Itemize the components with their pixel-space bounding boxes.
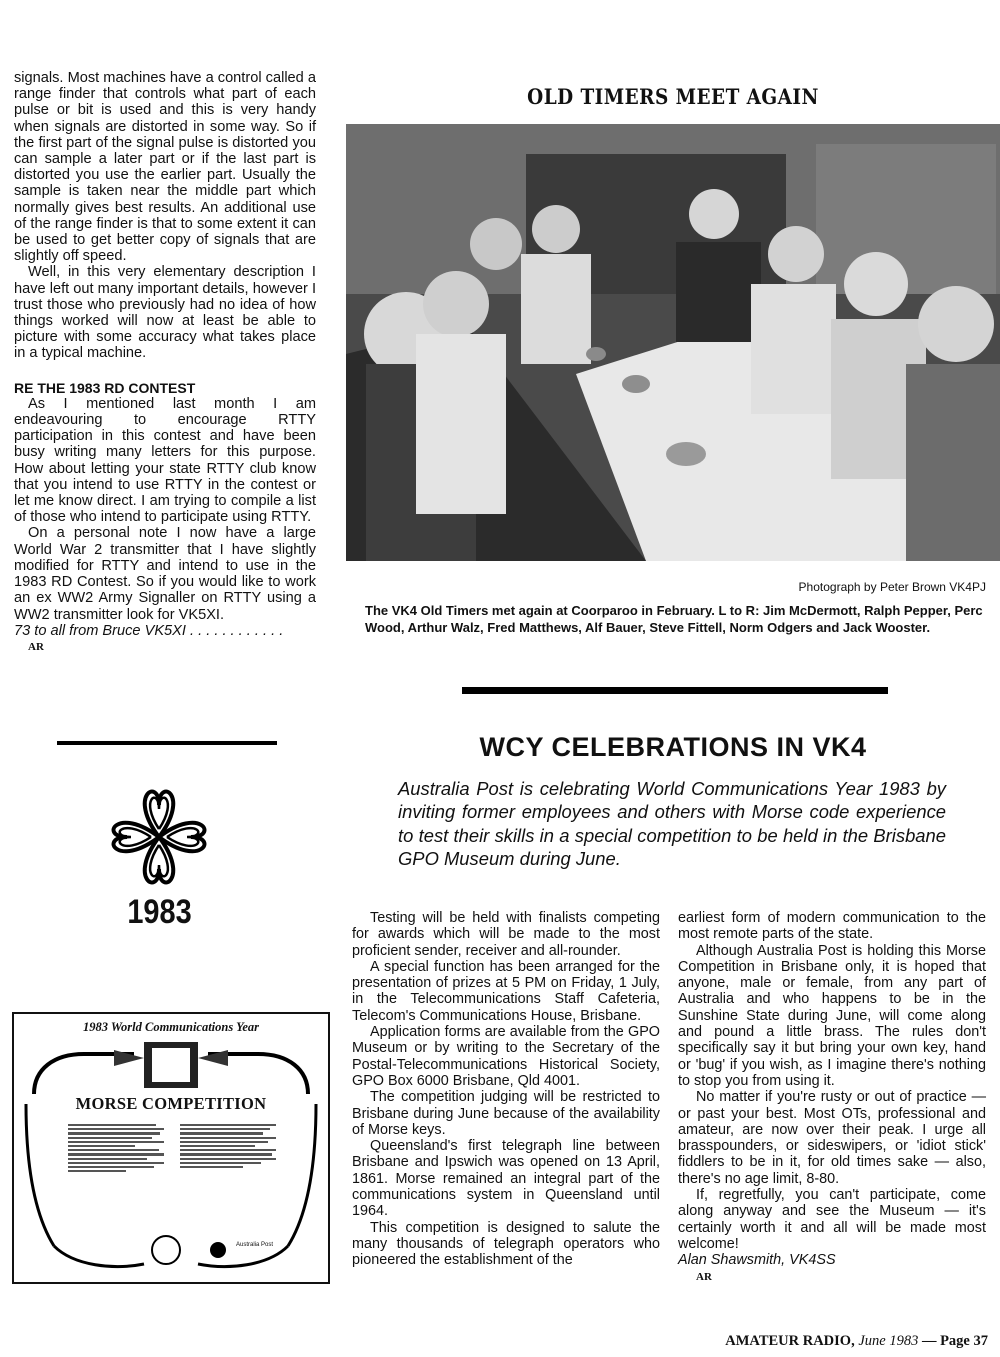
left-paragraph-1: signals. Most machines have a control called a range finder that controls what part of each pulse or bit is used and this is very handy when signals are distorted in some way. So if the first part of the signal pulse is distorted you can sample a later part or if the last part is distorted you use the earlier part. Usually the sample is taken near the middle part which normally gives best results. An additional use of the range finder is that to some extent it can be used to get better copy of signals that are slightly off speed. (14, 70, 316, 265)
poster-title: 1983 World Communications Year (82, 1020, 260, 1034)
old-timers-title: OLD TIMERS MEET AGAIN (527, 84, 819, 109)
page-footer (725, 1333, 988, 1350)
photo-illustration (346, 124, 1000, 561)
wcy-end-mark: AR (696, 1270, 712, 1283)
divider-rule-right (462, 687, 888, 694)
poster-text-left (68, 1122, 164, 1174)
wcy-author: Alan Shawsmith, VK4SS (678, 1252, 836, 1269)
contest-paragraph-2: On a personal note I now have a large World War 2 transmitter that I have slightly modified for RTTY and intend to use in the 1983 RD Contest. So if you would like to work an ex WW2 Army Signaller on RTTY using a WW2 transmitter look for VK5XI. (14, 525, 316, 623)
wcy-col1-p3: Application forms are available from the GPO Museum or by writing to the Secretary of the Postal-Telecommunications Historical Society, GPO Box 6000 Brisbane, Qld 4001. (352, 1024, 660, 1089)
contest-paragraph-1: As I mentioned last month I am endeavouring to encourage RTTY participation in this contest and have been busy writing many letters for this purpose. How about letting your state RTTY club know that you intend to use RTTY in the contest or let me know direct. I am trying to compile a list of those who intend to participate using RTTY. (14, 395, 316, 526)
logo-year: 1983 (127, 893, 192, 931)
wcy-col1-p5: Queensland's first telegraph line between Brisbane and Ipswich was opened on 13 April, 1861. Morse remained an integral part of the communications system in Queensland until 1964. (352, 1138, 660, 1220)
wcy-column-1 (352, 910, 660, 1269)
wcy-col2-p1: earliest form of modern communication to the most remote parts of the state. (678, 910, 986, 943)
wcy-col2-p3: No matter if you're rusty or out of practice — or past your best. Most OTs, professional and amateur, are now over their peak. I urge all brasspounders, or sideswipers, or 'idiot stick' fiddlers to be in it, for old times sake — also, there's no age limit, 8-80. (678, 1089, 986, 1187)
poster-frame (14, 1014, 328, 1282)
poster-australia-post: Australia Post (236, 1242, 274, 1248)
left-article (14, 70, 316, 655)
wcy-title: WCY CELEBRATIONS IN VK4 (479, 732, 867, 762)
divider-rule-left (57, 741, 277, 745)
poster-text-right (180, 1122, 276, 1170)
wcy-col1-p4: The competition judging will be restricted to Brisbane during June because of the availability of Morse keys. (352, 1089, 660, 1138)
morse-competition-poster (12, 1012, 330, 1284)
footer-page: — Page 37 (921, 1333, 988, 1349)
wcy-column-2 (678, 910, 986, 1285)
wcy-col1-p6: This competition is designed to salute the many thousands of telegraph operators who pioneered the establishment of the (352, 1219, 660, 1269)
left-signoff: 73 to all from Bruce VK5XI . . . . . . . . . . . . (14, 622, 284, 639)
wcy-col1-p1: Testing will be held with finalists competing for awards which will be made to the most proficient sender, receiver and all-rounder. (352, 910, 660, 959)
photo-credit: Photograph by Peter Brown VK4PJ (798, 580, 986, 594)
footer-issue: June 1983 (858, 1333, 919, 1349)
wcy-col1-p2: A special function has been arranged for the presentation of prizes at 5 PM on Friday, 1 July, in the Telecommunications Staff Cafeteria, Telecom's Communications House, Brisbane. (352, 958, 660, 1024)
wcy-col2-p4: If, regretfully, you can't participate, come along anyway and see the Museum — it's certainly worth it and all will be made most welcome! (678, 1187, 986, 1252)
footer-publication: AMATEUR RADIO, (725, 1333, 855, 1349)
wcy-intro: Australia Post is celebrating World Communications Year 1983 by inviting former employees and others with Morse code experience to test their skills in a special competition to be held in the Brisbane GPO Museum during June. (398, 778, 946, 870)
wcy-col2-p2: Although Australia Post is holding this Morse Competition in Brisbane only, it is hoped that anyone, male or female, from any part of Australia and who happens to be in the Sunshine State during June, will come along and pound a little brass. The rules don't specifically say it but bring your own key, hand or 'bug' if you wish, as I imagine there's nothing to stop you from using it. (678, 942, 986, 1089)
left-end-mark: AR (28, 640, 44, 653)
contest-subheading: RE THE 1983 RD CONTEST (14, 379, 196, 396)
left-paragraph-2: Well, in this very elementary description I have left out many important details, however I trust those who previously had no idea of how things worked will now at least be able to picture with some accuracy what takes place in a typical machine. (14, 264, 316, 362)
wcy-logo-icon (97, 775, 222, 900)
poster-main-title: MORSE COMPETITION (75, 1094, 267, 1113)
group-photo (346, 124, 1000, 561)
photo-caption: The VK4 Old Timers met again at Coorparoo in February. L to R: Jim McDermott, Ralph Pepper, Perc Wood, Arthur Walz, Fred Matthews, Alf Bauer, Steve Fittell, Norm Odgers and Jack Wooster. (365, 603, 983, 635)
